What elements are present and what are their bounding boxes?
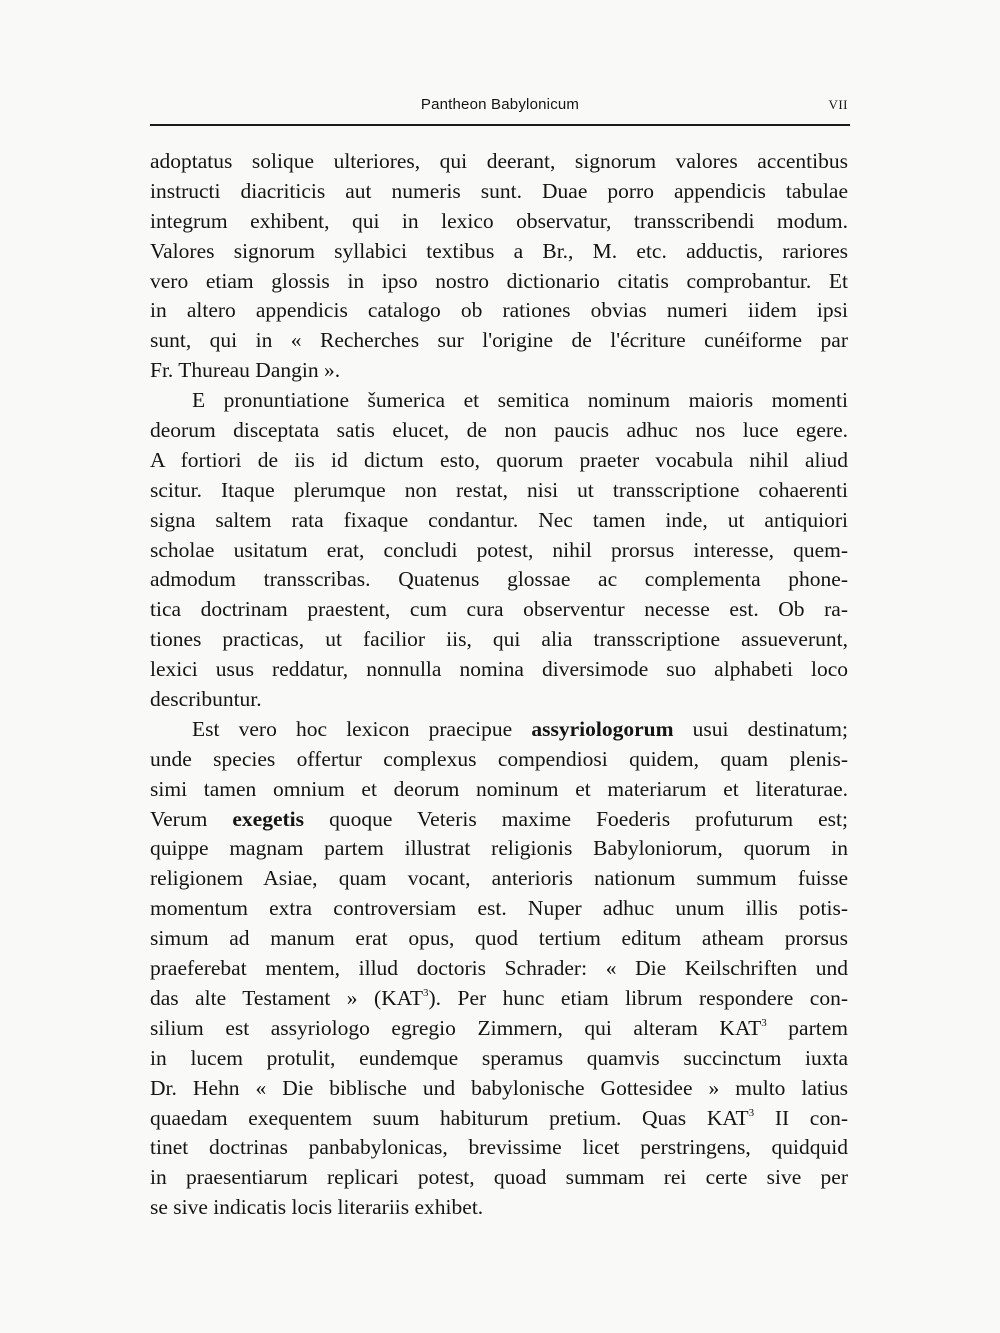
text-line: simi tamen omnium et deorum nominum et materiarum et literaturae.	[150, 776, 848, 801]
edition-superscript: 3	[761, 1016, 767, 1029]
text-line: signa saltem rata fixaque condantur. Nec tamen inde, ut antiquiori	[150, 507, 848, 532]
text-line: tinet doctrinas panbabylonicas, brevissime licet perstringens, quidquid	[150, 1135, 848, 1160]
text-line: Dr. Hehn « Die biblische und babylonische Gottesidee » multo latius	[150, 1075, 848, 1100]
text-line: deorum disceptata satis elucet, de non paucis adhuc nos luce egere.	[150, 418, 848, 443]
text-line: silium est assyriologo egregio Zimmern, qui alteram KAT$^3$ partem	[150, 1015, 848, 1040]
edition-superscript: 3	[423, 986, 429, 999]
running-title: Pantheon Babylonicum	[420, 96, 580, 113]
text-line: vero etiam glossis in ipso nostro dictionario citatis comprobantur. Et	[150, 268, 848, 293]
text-line: E pronuntiatione šumerica et semitica nominum maioris momenti	[192, 388, 848, 413]
text-line: scitur. Itaque plerumque non restat, nisi ut transscriptione cohaerenti	[150, 477, 848, 502]
text-line: admodum transscribas. Quatenus glossae ac complementa phone-	[150, 567, 848, 592]
text-line: in praesentiarum replicari potest, quoad summam rei certe sive per	[150, 1165, 848, 1190]
page-number: VII	[828, 97, 848, 112]
text-line: se sive indicatis locis literariis exhibet.	[150, 1195, 484, 1220]
text-line: Fr. Thureau Dangin ».	[150, 358, 341, 383]
page-header	[150, 96, 850, 120]
text-line: Est vero hoc lexicon praecipue assyriologorum usui destinatum;	[192, 716, 848, 741]
text-line: das alte Testament » (KAT$^3$). Per hunc etiam librum respondere con-	[150, 985, 848, 1010]
text-line: A fortiori de iis id dictum esto, quorum praeter vocabula nihil aliud	[150, 447, 848, 472]
text-line: in lucem protulit, eundemque speramus quamvis succinctum iuxta	[150, 1045, 848, 1070]
text-line: unde species offertur complexus compendiosi quidem, quam plenis-	[150, 746, 848, 771]
text-line: scholae usitatum erat, concludi potest, nihil prorsus interesse, quem-	[150, 537, 848, 562]
text-line: sunt, qui in « Recherches sur l'origine de l'écriture cunéiforme par	[150, 328, 848, 353]
text-line: simum ad manum erat opus, quod tertium editum atheam prorsus	[150, 926, 848, 951]
text-line: instructi diacriticis aut numeris sunt. Duae porro appendicis tabulae	[150, 178, 848, 203]
text-line: praeferebat mentem, illud doctoris Schrader: « Die Keilschriften und	[150, 956, 848, 981]
emphasis-assyriologorum: assyriologorum	[531, 716, 674, 741]
edition-superscript: 3	[748, 1106, 755, 1119]
text-line: tica doctrinam praestent, cum cura observentur necesse est. Ob ra-	[150, 597, 848, 622]
text-line: integrum exhibent, qui in lexico observatur, transscribendi modum.	[150, 208, 848, 233]
text-line: quaedam exequentem suum habiturum pretium. Quas KAT$^3$ II con-	[150, 1105, 849, 1130]
text-line: religionem Asiae, quam vocant, anterioris nationum summum fuisse	[150, 866, 848, 891]
emphasis-exegetis: exegetis	[232, 806, 305, 831]
paragraph-1	[150, 147, 848, 386]
paragraph-2	[150, 386, 848, 715]
text-line: Verum exegetis quoque Veteris maxime Foederis profuturum est;	[150, 806, 848, 831]
text-line: adoptatus solique ulteriores, qui deerant, signorum valores accentibus	[150, 149, 848, 173]
text-line: momentum extra controversiam est. Nuper adhuc unum illis potis-	[150, 896, 848, 921]
text-line: describuntur.	[150, 687, 262, 712]
text-line: quippe magnam partem illustrat religionis Babyloniorum, quorum in	[150, 836, 848, 861]
text-line: Valores signorum syllabici textibus a Br., M. etc. adductis, rariores	[150, 238, 848, 263]
header-rule	[150, 124, 850, 126]
body-text	[150, 147, 848, 1223]
text-line: in altero appendicis catalogo ob rationes obvias numeri iidem ipsi	[150, 298, 848, 323]
text-line: lexici usus reddatur, nonnulla nomina diversimode suo alphabeti loco	[150, 657, 848, 682]
text-line: tiones practicas, ut facilior iis, qui alia transscriptione assueverunt,	[150, 627, 848, 652]
paragraph-3	[150, 715, 848, 1223]
